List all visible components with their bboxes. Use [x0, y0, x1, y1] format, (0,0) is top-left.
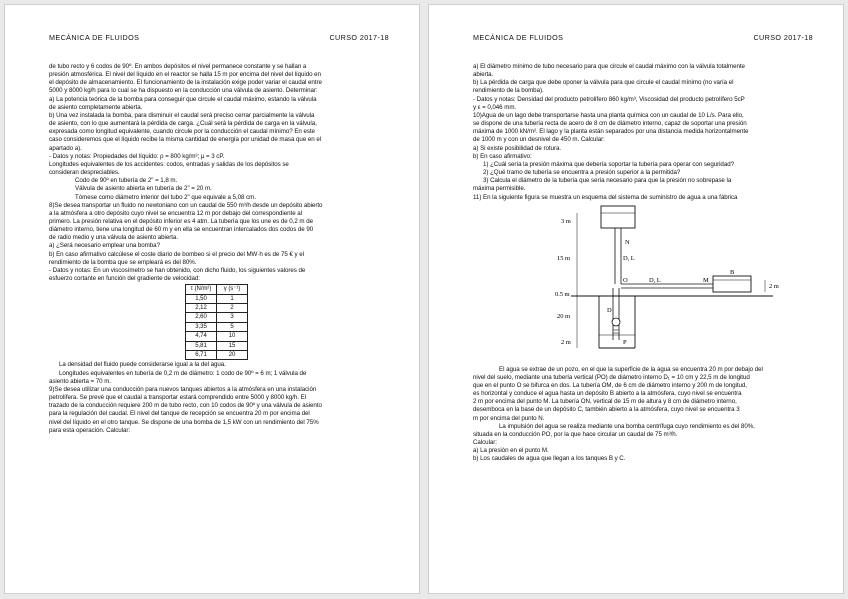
text-line: consideran despreciables.: [49, 169, 120, 177]
text-line: 8)Se desea transportar un fluido no newtoniano con un caudal de 550 m³/h desde un depósito abierto: [49, 201, 323, 209]
text-line: a) El diámetro mínimo de tubo necesario para que circule el caudal máximo con la válvula totalmente: [473, 63, 745, 70]
text-line: La densidad del fluido puede considerarse igual a la del agua.: [59, 361, 226, 369]
table-cell: 1: [217, 294, 248, 303]
header-title: MECÁNICA DE FLUIDOS: [49, 33, 140, 42]
text-line: el depósito de almacenamiento. El funcionamiento de la instalación exige poder variar el caudal entre: [49, 79, 322, 87]
text-line: se dispone de una tubería recta de acero de 8 cm de diámetro interno, capaz de soportar una presión: [473, 120, 747, 128]
text-line: primero. La presión relativa en el depósito inferior es 4 atm. La tubería que los une es de 0,2 m de: [49, 217, 313, 225]
text-line: Tómese como diámetro interior del tubo 2" que equivale a 5,08 cm.: [75, 193, 256, 201]
right-page: [428, 4, 844, 594]
text-line: y ε = 0,046 mm.: [473, 103, 517, 111]
label-2m: 2 m: [561, 338, 571, 346]
text-line: - Datos y notas: En un viscosímetro se han obtenido, con dicho fluido, los siguientes valores de: [49, 266, 306, 274]
table-cell: 20: [217, 351, 248, 360]
left-body: [49, 63, 389, 573]
table-cell: 3,35: [186, 322, 217, 331]
label-o: O: [623, 276, 628, 284]
header-course: CURSO 2017-18: [329, 33, 389, 42]
label-m: M: [703, 276, 709, 284]
table-header: γ (s⁻¹): [217, 285, 248, 294]
label-b: B: [730, 268, 735, 276]
text-line: máxima permisible.: [473, 185, 526, 193]
label-05m: 0.5 m: [555, 290, 570, 298]
table-header: τ (N/m²): [186, 285, 217, 294]
text-line: de asiento, con lo que aumentará la pérdida de carga. ¿Cuál será la pérdida de carga en la válvula,: [49, 120, 317, 128]
text-line: Codo de 90º en tubería de 2" = 1,8 m.: [75, 177, 178, 185]
text-line: de radio medio y una válvula de asiento abierta.: [49, 234, 178, 242]
text-line: esfuerzo cortante en función del gradiente de velocidad:: [49, 275, 200, 283]
right-body: [473, 63, 813, 573]
text-line: para esta operación. Calcular:: [49, 426, 131, 434]
text-line: Longitudes equivalentes en tubería de 0,2 m de diámetro: 1 codo de 90º = 6 m; 1 válvula de: [59, 369, 307, 377]
table-cell: 3: [217, 313, 248, 322]
text-line: a) La presión en el punto M.: [473, 447, 549, 455]
text-line: 2) ¿Qué tramo de tubería se encuentra a presión superior a la permitida?: [483, 169, 681, 177]
text-line: 1) ¿Cuál sería la presión máxima que debería soportar la tubería para operar con seguridad?: [483, 160, 734, 168]
text-line: a la atmósfera a otro depósito cuyo nivel se encuentra 12 m por debajo del correspondiente al: [49, 209, 302, 217]
text-line: petrolífera. Se prevé que el caudal a transportar estará comprendido entre 5000 y 8000 kg/h. El: [49, 394, 307, 402]
text-line: de asiento completamente abierta.: [49, 103, 143, 111]
label-15m: 15 m: [557, 254, 570, 262]
table-cell: 2: [217, 304, 248, 313]
table-row: [186, 351, 248, 360]
text-line: que en el punto O se bifurca en dos. La tubería OM, de 6 cm de diámetro interno y 200 m de longitud,: [473, 381, 747, 389]
text-line: 2 m por encima del punto M. La tubería ON, vertical de 15 m de altura y 8 cm de diámetro interno,: [473, 398, 737, 406]
text-line: - Datos y notas: Densidad del producto petrolífero 860 kg/m³, Viscosidad del producto petrolífero 5cP: [473, 95, 745, 103]
table-header-row: [186, 285, 248, 294]
text-line: caso consideremos que el líquido recibe la misma cantidad de energía por unidad de masa que en el: [49, 136, 322, 144]
text-line: nivel del líquido en el otro tanque. Se dispone de una bomba de 1,5 kW con un rendimiento del 75%: [49, 418, 319, 426]
label-3m: 3 m: [561, 217, 571, 225]
text-line: es horizontal y conduce el agua hasta un depósito B abierto a la atmósfera, cuyo nivel se encuentra: [473, 390, 742, 398]
header-course: CURSO 2017-18: [753, 33, 813, 42]
text-line: presión atmosférica. El nivel del líquido en el reactor se halla 15 m por encima del nivel del líquido en: [49, 71, 321, 79]
table-cell: 5: [217, 322, 248, 331]
text-line: b) Una vez instalada la bomba, para disminuir el caudal será preciso cerrar parcialmente la válvula: [49, 111, 315, 119]
table-cell: 2,60: [186, 313, 217, 322]
viscosity-table: [185, 284, 248, 360]
pump-icon: [612, 318, 620, 326]
text-line: m por encima del punto N.: [473, 414, 545, 422]
text-line: a) ¿Será necesario emplear una bomba?: [49, 242, 160, 250]
pump-base: [613, 330, 619, 333]
text-line: 9)Se desea utilizar una conducción para nuevos tanques abiertos a la atmósfera en una instalación: [49, 385, 317, 393]
page-header: [473, 33, 813, 42]
text-line: expresada como longitud equivalente, cuando circule por la conducción el caudal mínimo? En este: [49, 128, 315, 136]
left-page: [4, 4, 420, 594]
text-line: desemboca en la base de un depósito C, también abierto a la atmósfera, cuyo nivel se encuentra 3: [473, 406, 740, 414]
text-line: 5000 y 8000 kg/h para lo cual se ha dispuesto en la conducción una válvula de asiento. Determinar:: [49, 87, 318, 95]
text-line: Longitudes equivalentes de los accidentes: codos, entradas y salidas de los depósitos se: [49, 160, 289, 168]
text-line: Válvula de asiento abierta en tubería de 2" = 20 m.: [75, 185, 212, 193]
label-dl2: D, L: [649, 276, 661, 284]
table-row: [186, 304, 248, 313]
table-cell: 5,81: [186, 341, 217, 350]
text-line: de tubo recto y 6 codos de 90º. En ambos depósitos el nivel permanece constante y se hallan a: [49, 63, 307, 70]
text-line: 11) En la siguiente figura se muestra un esquema del sistema de suministro de agua a una fábrica: [473, 193, 738, 201]
text-line: para la regulación del caudal. El nivel del tanque de recepción se encuentra 20 m por encima del: [49, 410, 310, 418]
text-line: 3) Calcula el diámetro de la tubería que sería necesario para que la presión no sobrepase la: [483, 177, 732, 185]
tank-b: [713, 276, 751, 292]
text-line: apartado a).: [49, 144, 82, 152]
table-row: [186, 332, 248, 341]
label-c: [615, 204, 619, 205]
page-header: [49, 33, 389, 42]
text-line: abierta.: [473, 71, 494, 79]
text-line: - Datos y notas: Propiedades del líquido: ρ = 800 kg/m³; μ = 3 cP.: [49, 152, 225, 160]
table-cell: 4,74: [186, 332, 217, 341]
system-diagram: [537, 204, 797, 362]
label-d: D: [607, 306, 612, 314]
text-line: máxima de 1000 kN/m². El lago y la planta están separados por una distancia medida horizontalmente: [473, 128, 749, 136]
text-line: de 1000 m y con un desnivel de 450 m. Calcular:: [473, 136, 605, 144]
text-line: diámetro interno, tiene una longitud de 60 m y en ella se encuentran intercalados dos codos de 90: [49, 226, 314, 234]
label-2m-b: 2 m: [769, 282, 779, 290]
text-line: nivel del suelo, mediante una tubería vertical (PO) de diámetro interno D₁ = 10 cm y 22,5 m de longitud: [473, 373, 750, 381]
text-line: situada en la conducción PO, por la que hace circular un caudal de 75 m³/h.: [473, 430, 678, 438]
table-row: [186, 313, 248, 322]
table-cell: 1,50: [186, 294, 217, 303]
label-p: P: [623, 338, 627, 346]
table-cell: 2,12: [186, 304, 217, 313]
table-cell: 10: [217, 332, 248, 341]
text-line: b) Los caudales de agua que llegan a los tanques B y C.: [473, 455, 626, 463]
text-line: Calcular:: [473, 439, 497, 447]
table-cell: 15: [217, 341, 248, 350]
text-line: El agua se extrae de un pozo, en el que la superficie de la agua se encuentra 20 m por debajo del: [499, 365, 763, 373]
text-line: rendimiento de la bomba).: [473, 87, 544, 95]
text-line: trazado de la conducción requiere 200 m de tubo recto, con 10 codos de 90º y una válvula de asiento: [49, 402, 322, 410]
table-row: [186, 341, 248, 350]
text-line: b) En caso afirmativo:: [473, 152, 532, 160]
text-line: a) La potencia teórica de la bomba para conseguir que circule el caudal máximo, estando la válvula: [49, 95, 317, 103]
tank-c: [601, 206, 635, 228]
text-line: asiento abierta = 70 m.: [49, 377, 111, 385]
text-line: 10)Agua de un lago debe transportarse hasta una planta química con un caudal de 10 L/s. Para ello,: [473, 111, 744, 119]
table-row: [186, 294, 248, 303]
label-20m: 20 m: [557, 312, 570, 320]
label-n: N: [625, 238, 630, 246]
table-row: [186, 322, 248, 331]
text-line: a) Si existe posibilidad de rotura.: [473, 144, 562, 152]
label-dl1: D, L: [623, 254, 635, 262]
text-line: rendimiento de la bomba que se empleará es del 80%.: [49, 258, 197, 266]
text-line: b) En caso afirmativo calcúlese el coste diario de bombeo si el precio del MW·h es de 75 € y el: [49, 250, 304, 258]
header-title: MECÁNICA DE FLUIDOS: [473, 33, 564, 42]
table-cell: 6,71: [186, 351, 217, 360]
text-line: La impulsión del agua se realiza mediante una bomba centrífuga cuyo rendimiento es del 80%,: [499, 422, 755, 430]
text-line: b) La pérdida de carga que debe oponer la válvula para que circule el caudal mínimo (no varía el: [473, 79, 734, 87]
